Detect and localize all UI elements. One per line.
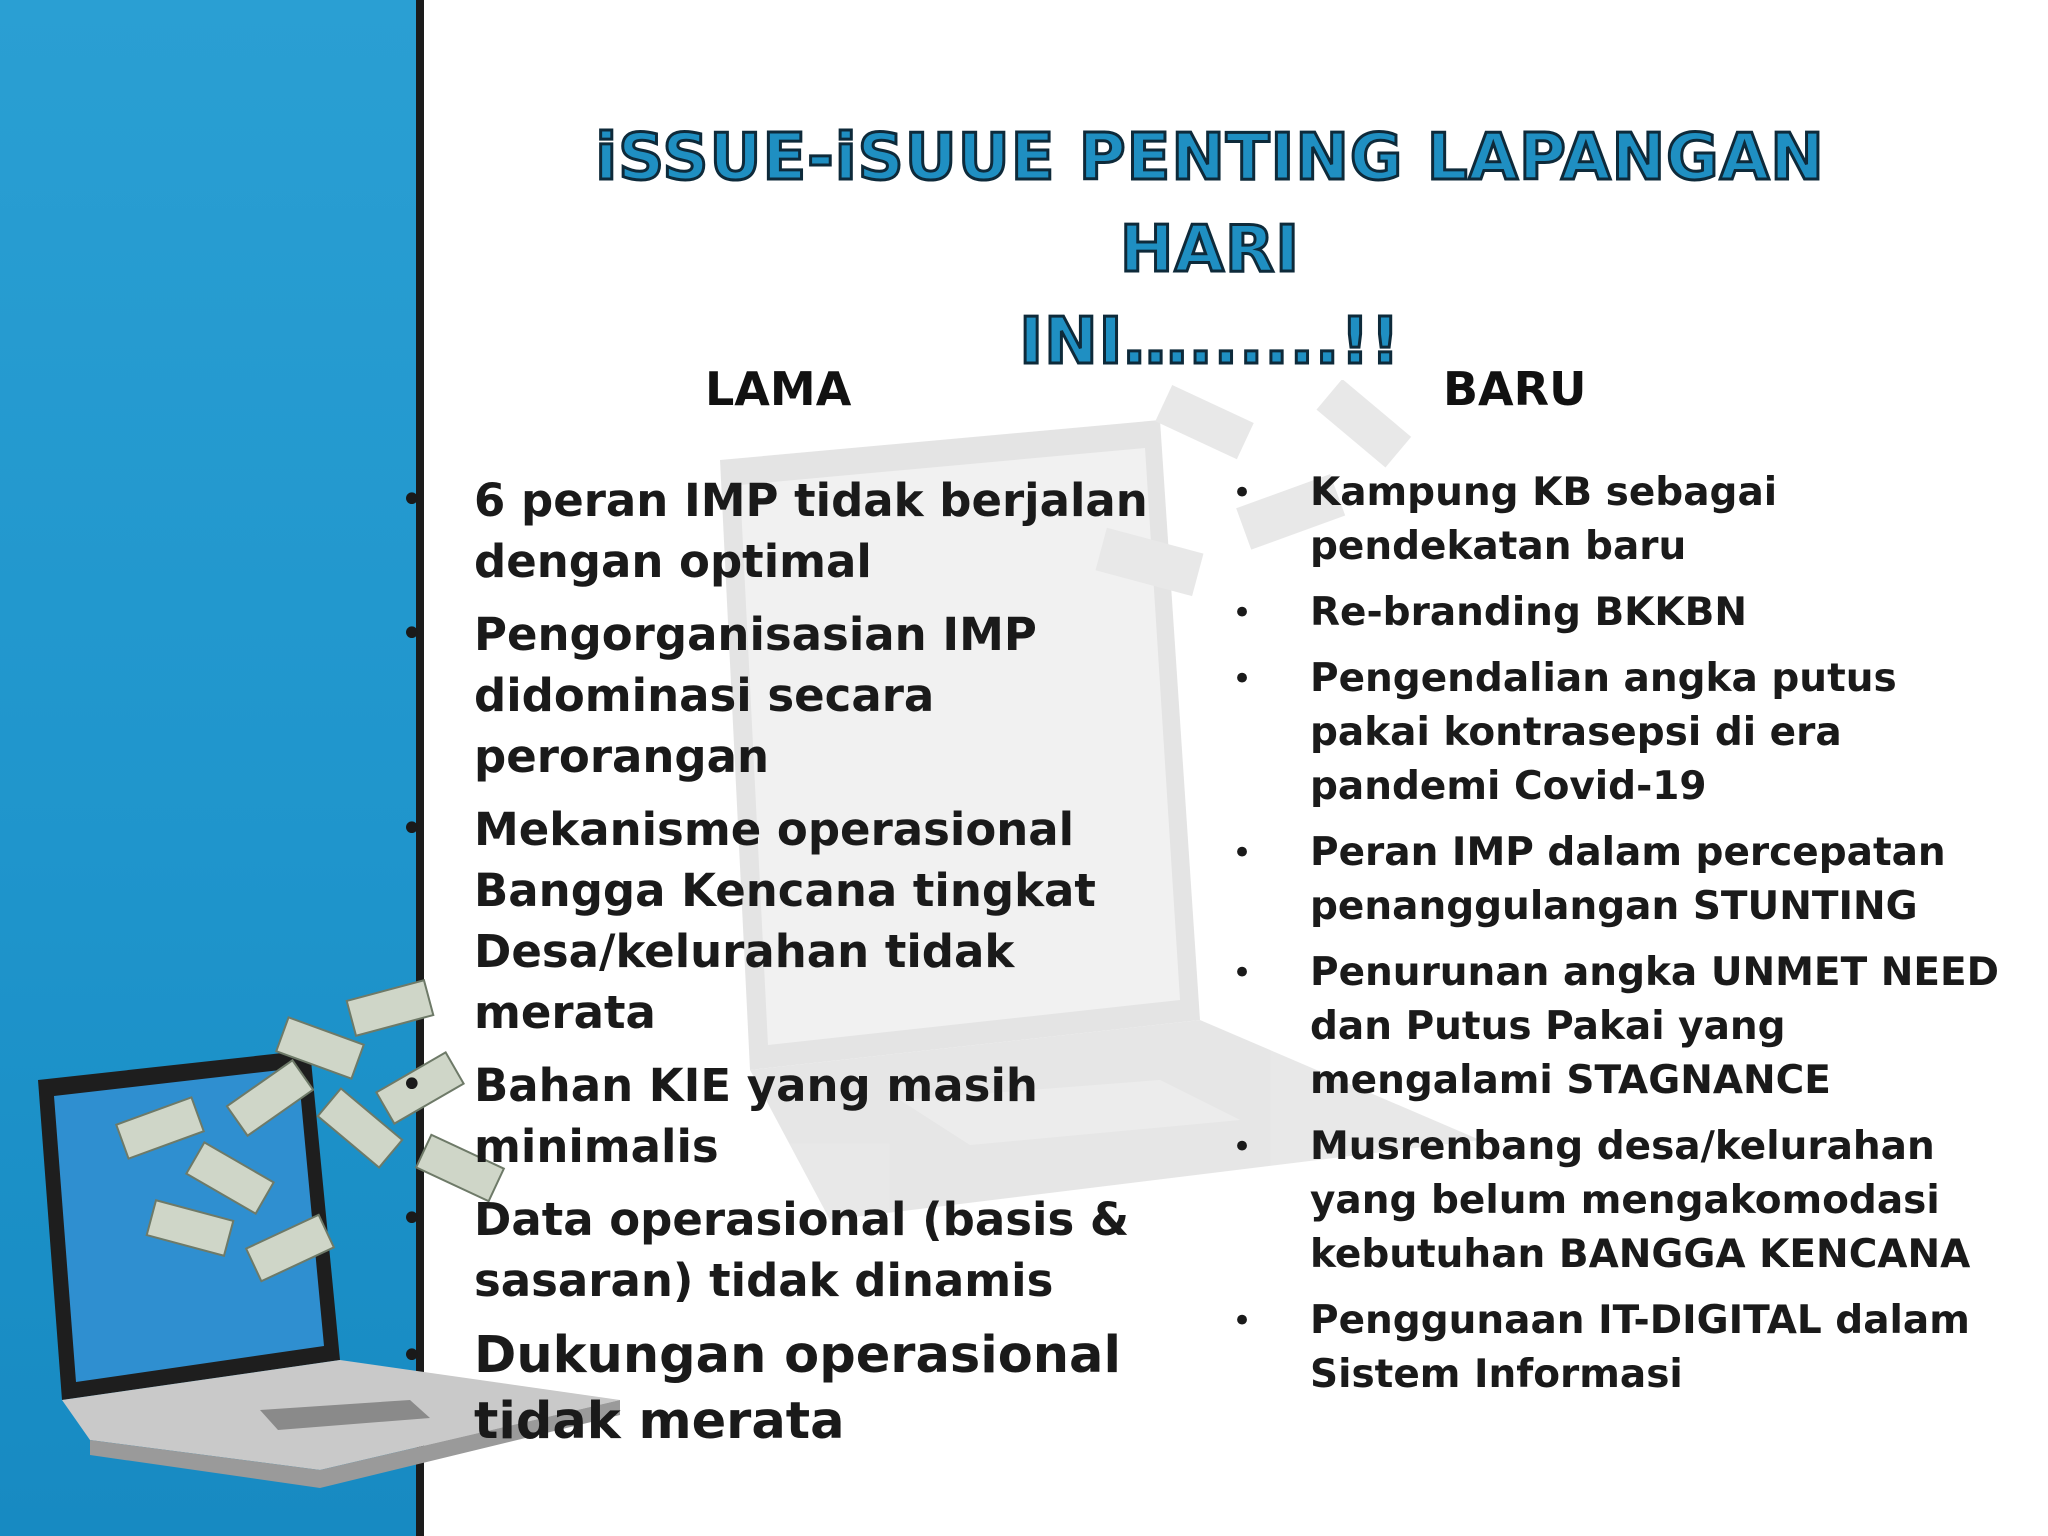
list-item: • Penggunaan IT-DIGITAL dalam Sistem Informasi xyxy=(1310,1294,2010,1402)
bullet-icon: • xyxy=(1232,953,1253,993)
list-item: • Musrenbang desa/kelurahan yang belum mengakomodasi kebutuhan BANGGA KENCANA xyxy=(1310,1120,2010,1282)
slide-title xyxy=(540,112,1880,388)
lama-list xyxy=(400,470,1154,1455)
list-item: • Data operasional (basis & sasaran) tidak dinamis xyxy=(474,1189,1154,1311)
bullet-icon: • xyxy=(400,1062,424,1108)
list-item: • Mekanisme operasional Bangga Kencana tingkat Desa/kelurahan tidak merata xyxy=(474,799,1154,1043)
list-item: • Kampung KB sebagai pendekatan baru xyxy=(1310,466,2010,574)
title-line-1: iSSUE-iSUUE PENTING LAPANGAN HARI xyxy=(595,121,1825,287)
bullet-icon: • xyxy=(400,1333,424,1379)
list-item: • Re-branding BKKBN xyxy=(1310,586,2010,640)
bullet-icon: • xyxy=(1232,1127,1253,1167)
lama-heading: LAMA xyxy=(705,362,852,416)
bullet-icon: • xyxy=(400,477,424,523)
bullet-icon: • xyxy=(400,806,424,852)
title-line-2: INI…......!! xyxy=(1019,305,1401,379)
baru-list xyxy=(1232,466,2010,1414)
list-item: • Peran IMP dalam percepatan penanggulangan STUNTING xyxy=(1310,826,2010,934)
bullet-icon: • xyxy=(400,611,424,657)
bullet-icon: • xyxy=(1232,1301,1253,1341)
baru-heading: BARU xyxy=(1443,362,1587,416)
bullet-icon: • xyxy=(1232,473,1253,513)
list-item: • Pengendalian angka putus pakai kontrasepsi di era pandemi Covid-19 xyxy=(1310,652,2010,814)
list-item: • Bahan KIE yang masih minimalis xyxy=(474,1055,1154,1177)
bullet-icon: • xyxy=(1232,659,1253,699)
list-item: • Penurunan angka UNMET NEED dan Putus Pakai yang mengalami STAGNANCE xyxy=(1310,946,2010,1108)
list-item: • 6 peran IMP tidak berjalan dengan optimal xyxy=(474,470,1154,592)
bullet-icon: • xyxy=(400,1196,424,1242)
list-item: • Dukungan operasional tidak merata xyxy=(474,1323,1154,1455)
list-item: • Pengorganisasian IMP didominasi secara perorangan xyxy=(474,604,1154,787)
bullet-icon: • xyxy=(1232,833,1253,873)
bullet-icon: • xyxy=(1232,593,1253,633)
